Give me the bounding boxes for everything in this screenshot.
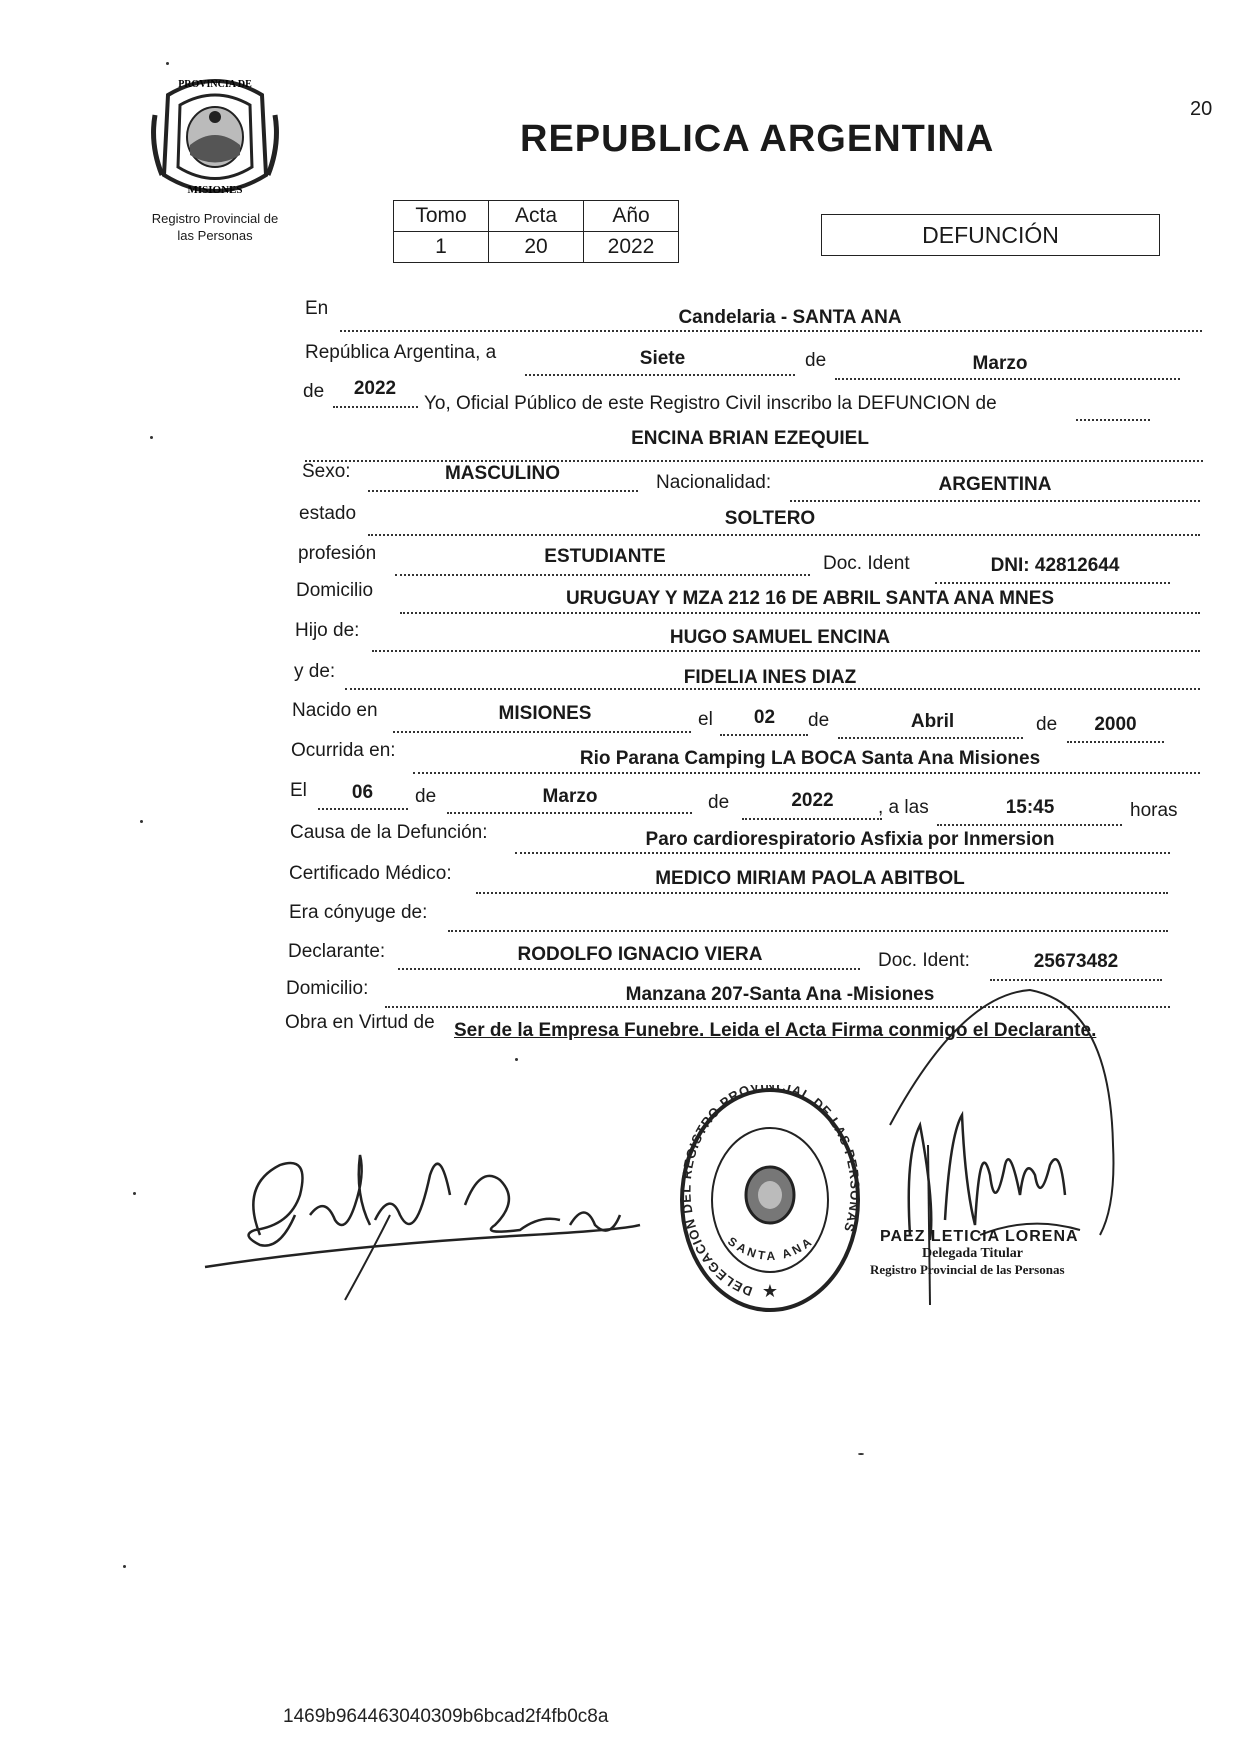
- declarante-value: RODOLFO IGNACIO VIERA: [517, 944, 763, 965]
- doc-ident-value: DNI: 42812644: [990, 555, 1120, 576]
- scan-speck: [166, 62, 169, 65]
- madre-value: FIDELIA INES DIAZ: [683, 667, 857, 688]
- doc-ident-label: Doc. Ident: [823, 553, 910, 574]
- nacido-label: Nacido en: [292, 700, 378, 721]
- certificado-value: MEDICO MIRIAM PAOLA ABITBOL: [655, 868, 965, 889]
- dotted-line: [398, 968, 860, 970]
- dotted-line: [368, 490, 638, 492]
- document-hash: 1469b964463040309b6bcad2f4fb0c8a: [283, 1706, 609, 1727]
- official-signature: [880, 975, 1120, 1345]
- obra-value: Ser de la Empresa Funebre. Leida el Acta Firma conmigo el Declarante.: [454, 1020, 1097, 1041]
- dotted-line: [742, 818, 882, 820]
- estado-value: SOLTERO: [724, 508, 816, 529]
- sexo-value: MASCULINO: [444, 463, 561, 484]
- declarant-signature: [200, 1135, 660, 1305]
- stamp-inner-text: SANTA ANA: [725, 1233, 817, 1264]
- dotted-line: [937, 824, 1122, 826]
- dotted-line: [515, 852, 1170, 854]
- dotted-line: [368, 534, 1200, 536]
- scan-speck: [150, 436, 153, 439]
- ocurrida-value: Rio Parana Camping LA BOCA Santa Ana Misiones: [579, 748, 1041, 769]
- inscribo-text: Yo, Oficial Público de este Registro Civil inscribo la DEFUNCION de: [424, 393, 997, 414]
- decl-domicilio-label: Domicilio:: [286, 978, 369, 999]
- domicilio-label: Domicilio: [296, 580, 374, 601]
- hijo-value: HUGO SAMUEL ENCINA: [669, 627, 891, 648]
- def-mes-value: Marzo: [542, 786, 598, 807]
- obra-label: Obra en Virtud de: [285, 1012, 435, 1033]
- document-type-box: DEFUNCIÓN: [821, 214, 1160, 256]
- dotted-line: [400, 612, 1200, 614]
- dotted-line: [333, 406, 418, 408]
- registration-table: [393, 200, 679, 263]
- dia-value: Siete: [639, 348, 686, 369]
- declarante-label: Declarante:: [288, 941, 386, 962]
- nac-dia-value: 02: [753, 707, 776, 728]
- anio-label: Año: [584, 201, 679, 232]
- scan-speck: [858, 1453, 864, 1455]
- conyuge-label: Era cónyuge de:: [289, 902, 428, 923]
- logo-text-bottom: MISIONES: [187, 184, 243, 196]
- lugar-value: Candelaria - SANTA ANA: [678, 307, 902, 328]
- mes-value: Marzo: [972, 353, 1028, 374]
- ocurrida-label: Ocurrida en:: [291, 740, 396, 761]
- official-name: PAEZ LETICIA LORENA: [880, 1228, 1079, 1245]
- nac-de2-label: de: [1036, 714, 1058, 735]
- dotted-line: [448, 930, 1168, 932]
- a-las-label: , a las: [878, 797, 929, 818]
- acta-value: 20: [489, 232, 584, 263]
- logo-text-top: PROVINCIA DE: [178, 79, 252, 90]
- official-organization: Registro Provincial de las Personas: [870, 1262, 1065, 1277]
- profesion-label: profesión: [298, 543, 377, 564]
- dotted-line: [720, 734, 808, 736]
- nacionalidad-label: Nacionalidad:: [656, 472, 772, 493]
- official-title: Delegada Titular: [922, 1246, 1023, 1261]
- dotted-line: [393, 731, 691, 733]
- dotted-line: [318, 808, 408, 810]
- en-label: En: [305, 298, 329, 319]
- dotted-line: [790, 500, 1200, 502]
- de-label: de: [805, 350, 827, 371]
- dotted-line: [395, 574, 810, 576]
- nacido-value: MISIONES: [498, 703, 592, 724]
- def-de2-label: de: [708, 792, 730, 813]
- dotted-line: [447, 812, 692, 814]
- scan-speck: [140, 820, 143, 823]
- registry-name: [120, 210, 310, 244]
- stamp-outer-text: DELEGACION DEL REGISTRO PROVINCIAL DE LAS PERSONAS: [678, 1085, 863, 1300]
- dotted-line: [476, 892, 1168, 894]
- certificado-label: Certificado Médico:: [289, 863, 452, 884]
- nac-mes-value: Abril: [910, 711, 955, 732]
- def-el-label: El: [290, 780, 307, 801]
- scan-speck: [515, 1058, 518, 1061]
- causa-label: Causa de la Defunción:: [290, 822, 488, 843]
- misiones-coat-of-arms-logo: [150, 75, 280, 200]
- scan-speck: [133, 1192, 136, 1195]
- scan-speck: [123, 1565, 126, 1568]
- page-title: REPUBLICA ARGENTINA: [520, 118, 995, 160]
- nacionalidad-value: ARGENTINA: [938, 474, 1052, 495]
- def-anio-value: 2022: [791, 790, 834, 811]
- dotted-line: [1067, 741, 1164, 743]
- hijo-label: Hijo de:: [295, 620, 360, 641]
- tomo-value: 1: [394, 232, 489, 263]
- dotted-line: [1076, 419, 1150, 421]
- decl-doc-value: 25673482: [1033, 951, 1119, 972]
- causa-value: Paro cardiorespiratorio Asfixia por Inmersion: [645, 829, 1055, 850]
- page-number: 20: [1190, 98, 1213, 120]
- dotted-line: [340, 330, 1202, 332]
- profesion-value: ESTUDIANTE: [544, 546, 666, 567]
- dotted-line: [935, 582, 1170, 584]
- nac-anio-value: 2000: [1094, 714, 1137, 735]
- dotted-line: [525, 374, 795, 376]
- dotted-line: [838, 737, 1023, 739]
- tomo-label: Tomo: [394, 201, 489, 232]
- domicilio-value: URUGUAY Y MZA 212 16 DE ABRIL SANTA ANA MNES: [565, 588, 1055, 609]
- sexo-label: Sexo:: [302, 461, 351, 482]
- estado-label: estado: [299, 503, 357, 524]
- decl-domicilio-value: Manzana 207-Santa Ana -Misiones: [625, 984, 935, 1005]
- horas-label: horas: [1130, 800, 1178, 821]
- dotted-line: [835, 378, 1180, 380]
- official-identification: [870, 1228, 1110, 1278]
- dotted-line: [305, 460, 1203, 462]
- registry-name-line2: las Personas: [177, 228, 253, 243]
- registry-seal-stamp: [678, 1085, 863, 1315]
- republica-label: República Argentina, a: [305, 342, 497, 363]
- nac-el-label: el: [698, 709, 713, 730]
- registry-name-line1: Registro Provincial de: [151, 211, 279, 226]
- anio-value: 2022: [584, 232, 679, 263]
- def-de1-label: de: [415, 786, 437, 807]
- nombre-value: ENCINA BRIAN EZEQUIEL: [631, 428, 869, 449]
- svg-text:★: ★: [761, 1281, 779, 1301]
- anio-value: 2022: [353, 378, 397, 399]
- dotted-line: [372, 650, 1200, 652]
- decl-doc-label: Doc. Ident:: [878, 950, 970, 971]
- dotted-line: [413, 772, 1200, 774]
- y-de-label: y de:: [294, 661, 336, 682]
- def-dia-value: 06: [351, 782, 374, 803]
- def-hora-value: 15:45: [1005, 797, 1055, 818]
- acta-label: Acta: [489, 201, 584, 232]
- nac-de1-label: de: [808, 710, 830, 731]
- anio-de-label: de: [303, 381, 325, 402]
